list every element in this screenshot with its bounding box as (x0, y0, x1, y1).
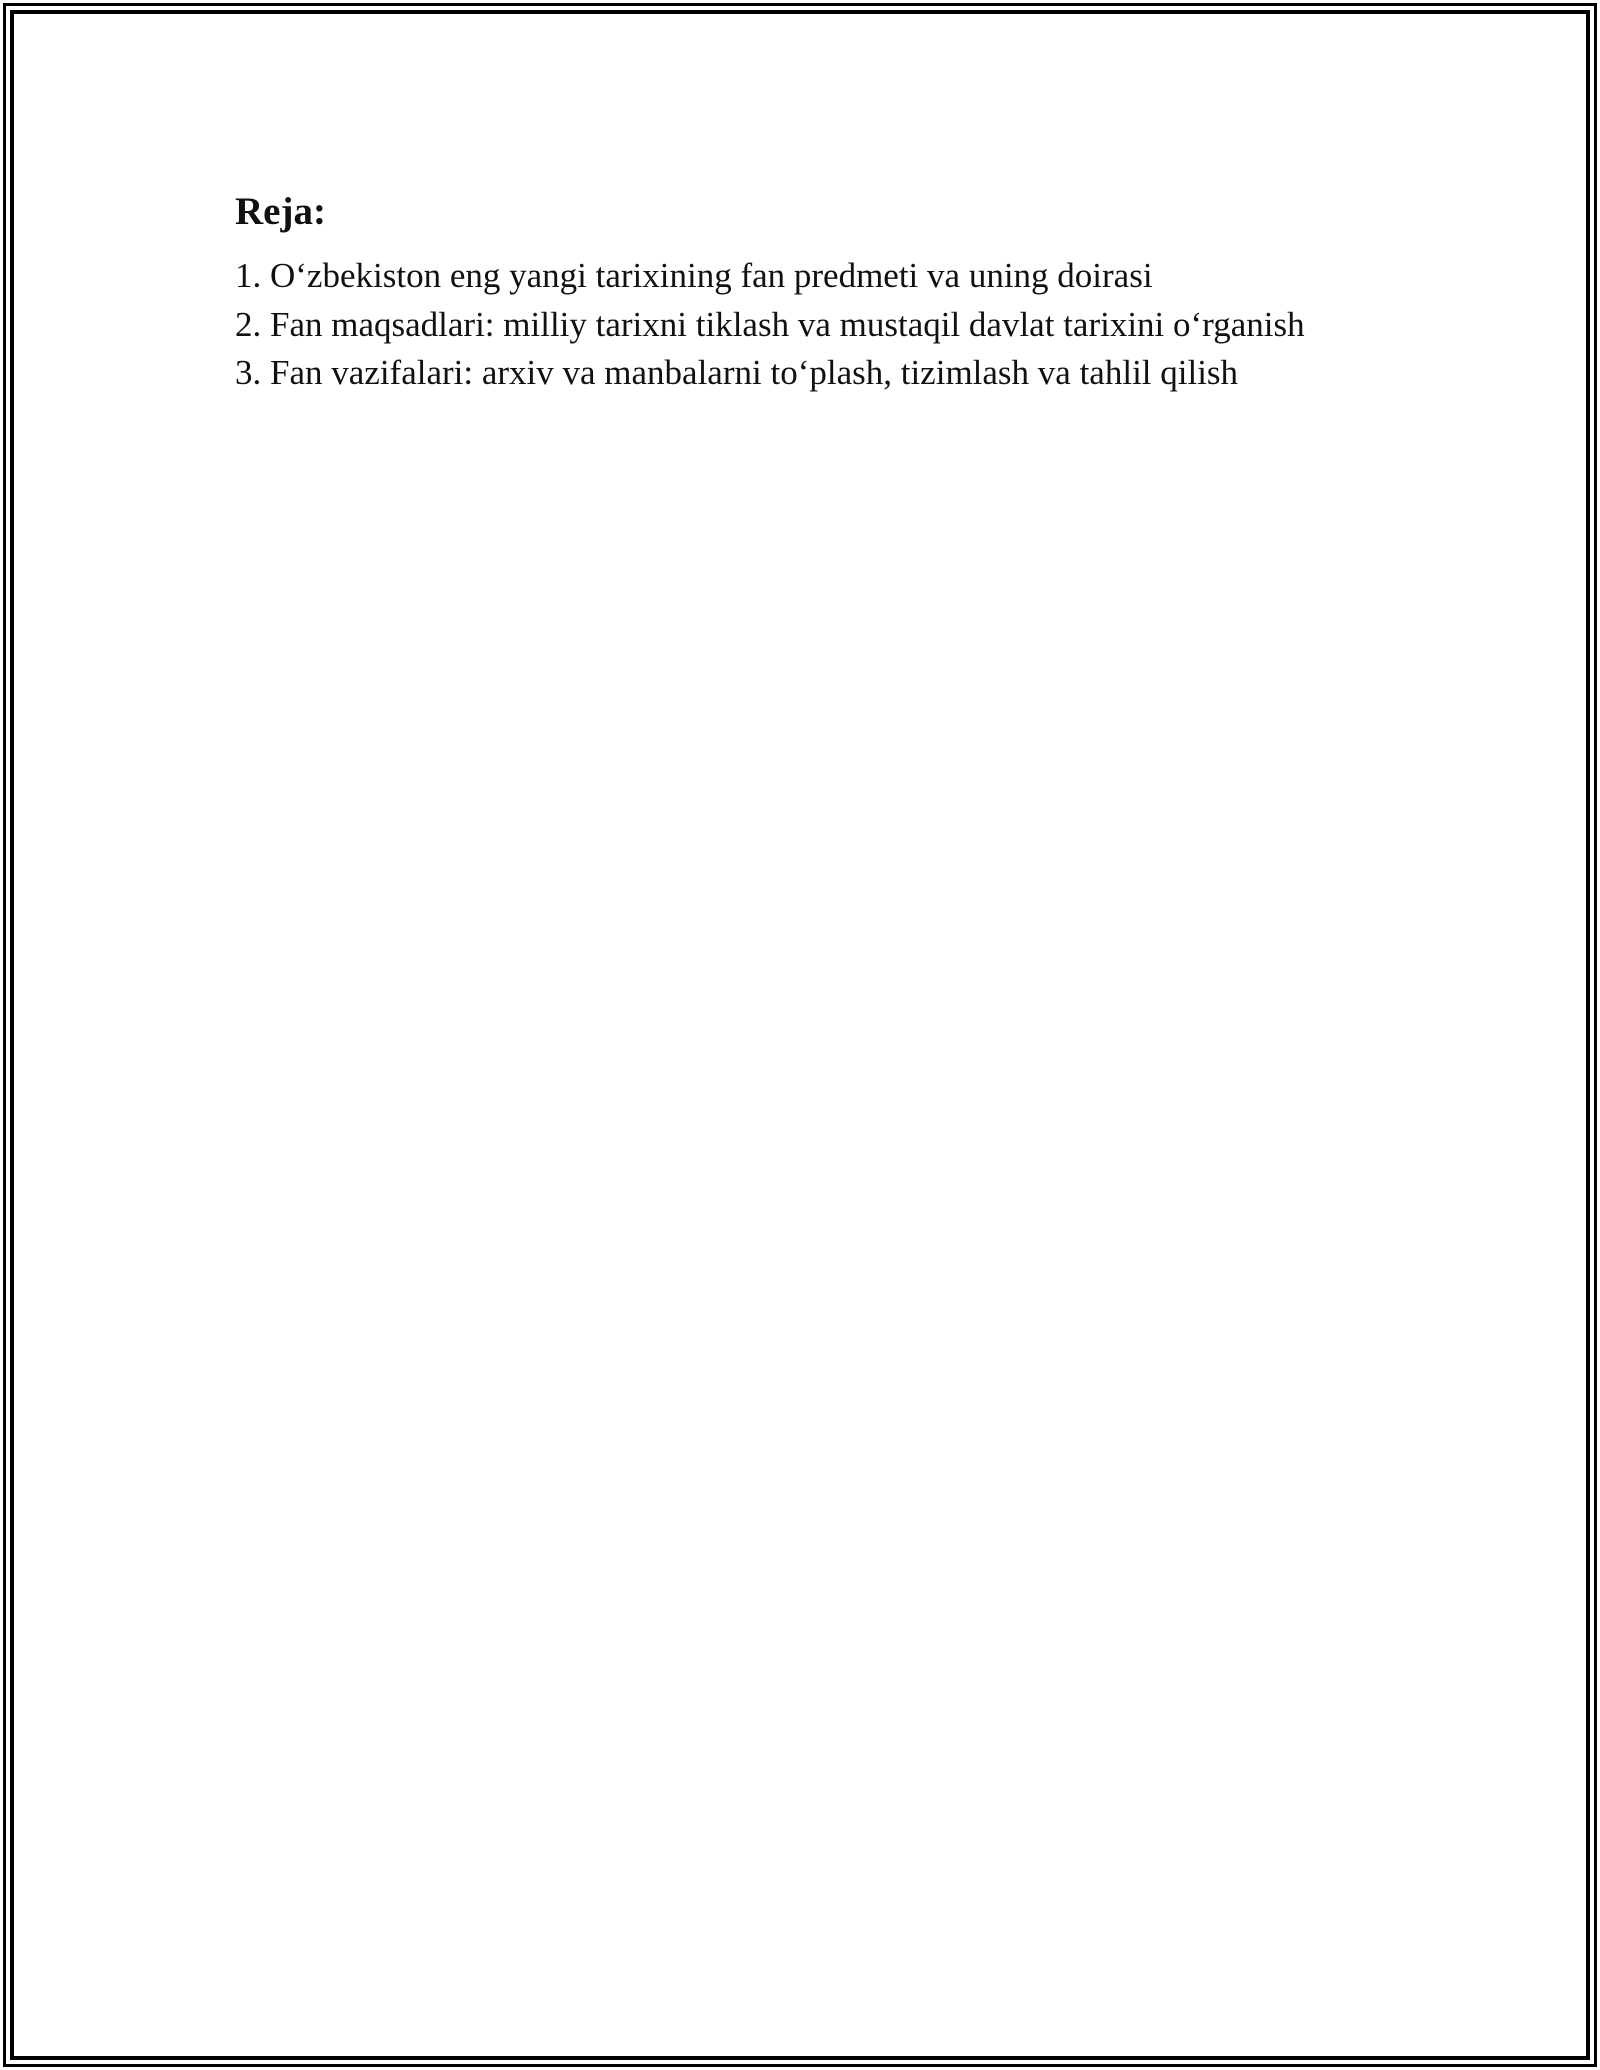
document-content (235, 186, 1435, 398)
plan-item-1: 1. O‘zbekiston eng yangi tarixining fan predmeti va uning doirasi (235, 256, 1153, 295)
plan-item-3: 3. Fan vazifalari: arxiv va manbalarni to‘plash, tizimlash va tahlil qilish (235, 353, 1239, 392)
plan-item-2: 2. Fan maqsadlari: milliy tarixni tiklash va mustaqil davlat tarixini o‘rganish (235, 304, 1305, 344)
plan-heading: Reja: (235, 190, 326, 233)
plan-list (235, 252, 1435, 398)
